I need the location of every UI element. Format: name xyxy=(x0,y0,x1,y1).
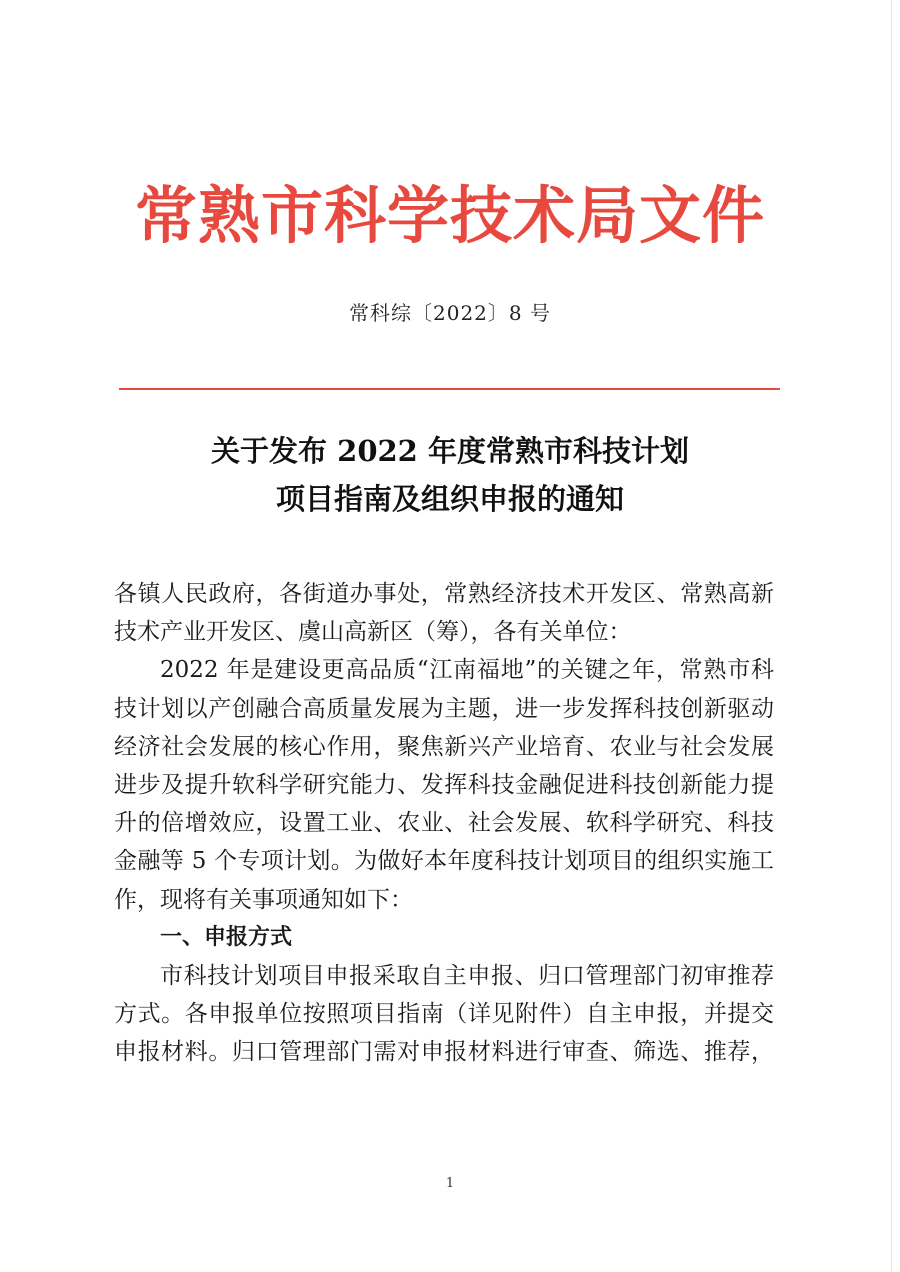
body-line-addressee-1: 各镇人民政府，各街道办事处，常熟经济技术开发区、常熟高新 xyxy=(114,581,774,607)
body-line-paragraph-6: 金融等 5 个专项计划。为做好本年度科技计划项目的组织实施工 xyxy=(114,848,774,875)
notice-title xyxy=(0,427,900,523)
red-divider-line xyxy=(119,388,780,390)
section-heading-application-method: 一、申报方式 xyxy=(160,924,293,950)
body-line-section-2: 方式。各申报单位按照项目指南（详见附件）自主申报，并提交 xyxy=(114,1001,774,1028)
body-line-addressee-2: 技术产业开发区、虞山高新区（筹），各有关单位： xyxy=(114,619,632,646)
document-number: 常科综〔2022〕8 号 xyxy=(349,301,551,325)
body-line-paragraph-2: 技计划以产创融合高质量发展为主题，进一步发挥科技创新驱动 xyxy=(114,695,774,722)
notice-title-line-2: 项目指南及组织申报的通知 xyxy=(275,482,624,516)
body-line-paragraph-4: 进步及提升软科学研究能力、发挥科技金融促进科技创新能力提 xyxy=(114,772,774,799)
notice-body xyxy=(114,575,774,1072)
body-line-paragraph-5: 升的倍增效应，设置工业、农业、社会发展、软科学研究、科技 xyxy=(114,810,774,837)
body-line-paragraph-7: 作，现将有关事项通知如下： xyxy=(114,886,413,913)
body-line-paragraph-1: 2022 年是建设更高品质“江南福地”的关键之年，常熟市科 xyxy=(160,657,774,684)
document-masthead: 常熟市科学技术局文件 xyxy=(134,179,765,252)
body-line-section-1: 市科技计划项目申报采取自主申报、归口管理部门初审推荐 xyxy=(160,963,774,990)
notice-title-line-1: 关于发布 2022 年度常熟市科技计划 xyxy=(211,434,689,468)
body-line-paragraph-3: 经济社会发展的核心作用，聚焦新兴产业培育、农业与社会发展 xyxy=(114,733,774,760)
body-line-section-3: 申报材料。归口管理部门需对申报材料进行审查、筛选、推荐， xyxy=(114,1039,774,1066)
page-number: 1 xyxy=(445,1176,455,1191)
